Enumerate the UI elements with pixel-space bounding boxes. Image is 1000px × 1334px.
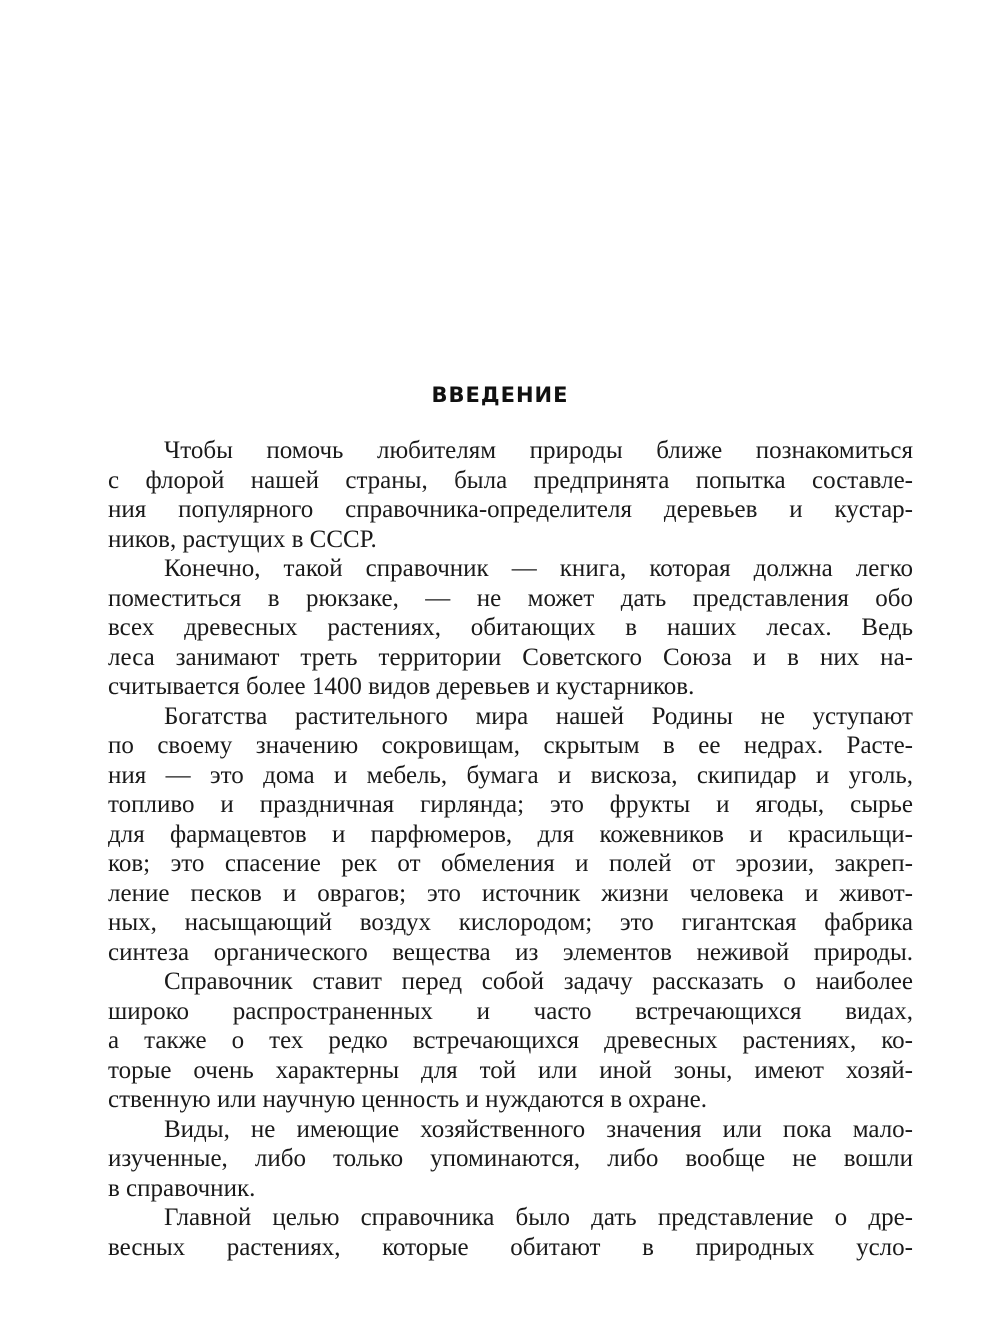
chapter-heading: ВВЕДЕНИЕ bbox=[431, 383, 569, 407]
text-line: всех древесных растениях, обитающих в наших лесах. Ведь bbox=[108, 614, 913, 641]
text-line: леса занимают треть территории Советского Союза и в них на- bbox=[108, 643, 913, 671]
text-line: Чтобы помочь любителям природы ближе познакомиться bbox=[164, 437, 913, 464]
text-line: ных, насыщающий воздух кислородом; это гигантская фабрика bbox=[108, 909, 913, 936]
body-text bbox=[108, 436, 913, 1262]
text-line: Конечно, такой справочник — книга, которая должна легко bbox=[164, 555, 913, 582]
text-line: ственную или научную ценность и нуждаются в охране. bbox=[108, 1086, 707, 1113]
text-line: широко распространенных и часто встречающихся видах, bbox=[108, 997, 913, 1025]
text-line: Виды, не имеющие хозяйственного значения или пока мало- bbox=[164, 1115, 913, 1143]
text-line: Богатства растительного мира нашей Родины не уступают bbox=[164, 702, 913, 730]
text-line: синтеза органического вещества из элементов неживой природы. bbox=[108, 938, 913, 966]
paragraph-2 bbox=[108, 554, 913, 702]
paragraph-5 bbox=[108, 1115, 913, 1204]
text-line: торые очень характерны для той или иной зоны, имеют хозяй- bbox=[108, 1056, 913, 1084]
text-line: ление песков и оврагов; это источник жизни человека и живот- bbox=[108, 879, 913, 907]
text-line: считывается более 1400 видов деревьев и кустарников. bbox=[108, 673, 695, 700]
text-line: изученные, либо только упоминаются, либо вообще не вошли bbox=[108, 1145, 913, 1172]
text-line: по своему значению сокровищам, скрытым в ее недрах. Расте- bbox=[108, 732, 913, 759]
text-line: Главной целью справочника было дать представление о дре- bbox=[164, 1204, 913, 1231]
text-line: с флорой нашей страны, была предпринята попытка составле- bbox=[108, 466, 913, 494]
text-line: поместиться в рюкзаке, — не может дать представления обо bbox=[108, 584, 913, 612]
paragraph-1 bbox=[108, 436, 913, 554]
text-line: топливо и праздничная гирлянда; это фрукты и ягоды, сырье bbox=[108, 791, 913, 818]
text-line: ков; это спасение рек от обмеления и полей от эрозии, закреп- bbox=[108, 850, 913, 877]
paragraph-6 bbox=[108, 1203, 913, 1262]
text-line: в справочник. bbox=[108, 1174, 256, 1202]
paragraph-3 bbox=[108, 702, 913, 968]
text-line: а также о тех редко встречающихся древесных растениях, ко- bbox=[108, 1027, 913, 1054]
text-line: Справочник ставит перед собой задачу рассказать о наиболее bbox=[164, 968, 913, 995]
text-line: ния — это дома и мебель, бумага и вискоза, скипидар и уголь, bbox=[108, 761, 913, 789]
text-line: для фармацевтов и парфюмеров, для кожевников и красильщи- bbox=[108, 820, 913, 848]
text-line: ния популярного справочника-определителя деревьев и кустар- bbox=[108, 496, 913, 523]
text-line: весных растениях, которые обитают в природных усло- bbox=[108, 1233, 913, 1261]
paragraph-4 bbox=[108, 967, 913, 1115]
text-line: ников, растущих в СССР. bbox=[108, 525, 377, 553]
